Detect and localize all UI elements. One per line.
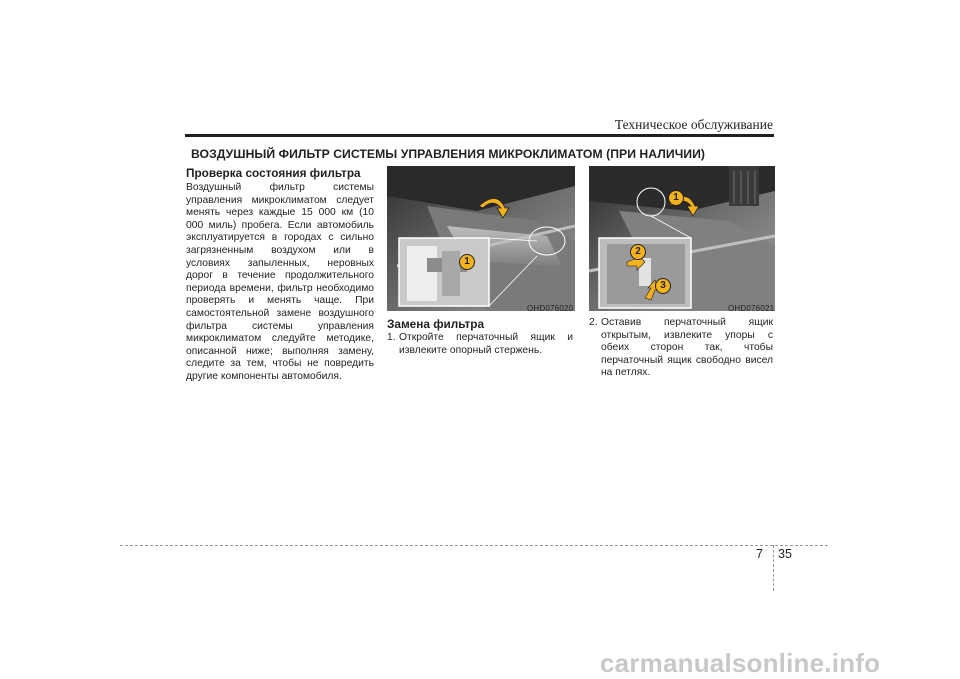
figure-glovebox-open-illustration xyxy=(387,166,575,311)
section-title: ВОЗДУШНЫЙ ФИЛЬТР СИСТЕМЫ УПРАВЛЕНИЯ МИКРОКЛИМАТОМ (ПРИ НАЛИЧИИ) xyxy=(191,147,706,161)
page-divider xyxy=(773,545,774,591)
step-2 xyxy=(589,317,773,380)
step-number: 2. xyxy=(589,317,598,328)
paragraph-filter-check: Воздушный фильтр системы управления микроклиматом следует менять через каждые 15 000 км (10 000 миль) пробега. Если автомобиль эксплуатируется в городах с сильно загрязненным воздухом или в условиях запыленных, неровных дорог в течение продолжительного периода времени, фильтр необходимо проверять и менять чаще. При самостоятельной замене воздушного фильтра системы управления микроклиматом следуйте методике, описанной ниже; выполняя замену, следите за тем, чтобы не повредить другие компоненты автомобиля. xyxy=(186,182,374,382)
figure-glovebox-open xyxy=(387,166,575,311)
step-number: 1. xyxy=(387,332,396,343)
callout-1: 1 xyxy=(668,190,684,206)
step-text: Откройте перчаточный ящик и извлеките опорный стержень. xyxy=(399,332,573,356)
footer-rule xyxy=(120,545,828,546)
callout-1: 1 xyxy=(459,254,475,270)
subheading-filter-check: Проверка состояния фильтра xyxy=(186,166,361,180)
step-1 xyxy=(387,332,573,357)
page-number: 35 xyxy=(778,547,792,561)
subheading-filter-replacement: Замена фильтра xyxy=(387,317,485,331)
figure-label: OHD076020 xyxy=(527,304,574,313)
watermark: carmanualsonline.info xyxy=(600,648,881,678)
figure-glovebox-stoppers-illustration xyxy=(589,166,775,311)
figure-glovebox-stoppers xyxy=(589,166,775,311)
chapter-number: 7 xyxy=(756,547,763,561)
figure-label: OHD076021 xyxy=(728,304,775,313)
running-header: Техническое обслуживание xyxy=(614,117,773,132)
step-text: Оставив перчаточный ящик открытым, извлеките упоры с обеих сторон так, чтобы перчаточный ящик свободно висел на петлях. xyxy=(601,317,773,379)
callout-2: 2 xyxy=(630,244,646,260)
header-rule xyxy=(185,134,774,137)
callout-3: 3 xyxy=(655,278,671,294)
